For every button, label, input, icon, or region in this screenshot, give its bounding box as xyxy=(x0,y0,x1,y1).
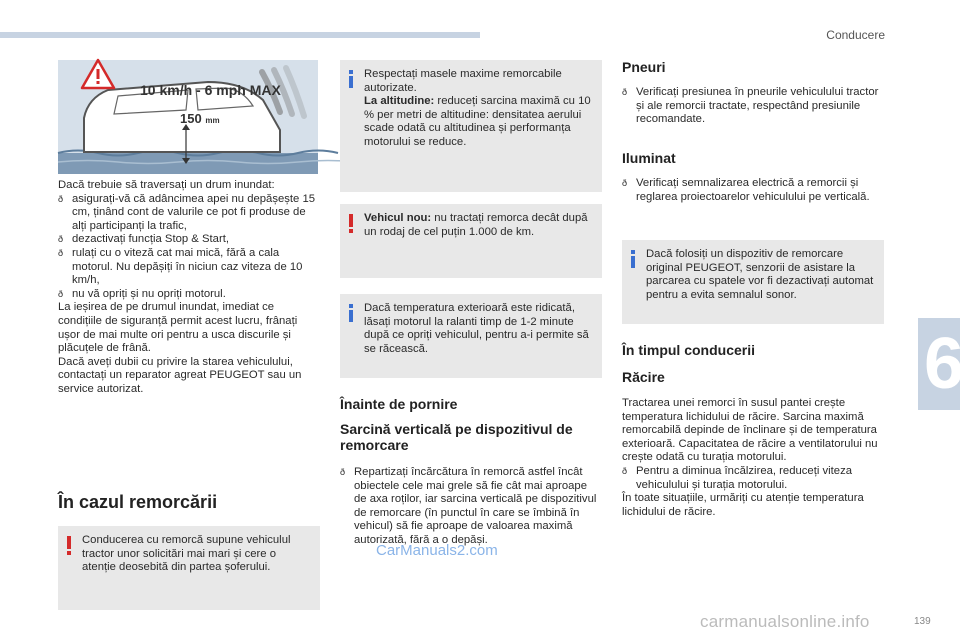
list-item: ð Verificați semnalizarea electrică a remorcii și reglarea proiectoarelor vehiculului pe verticală. xyxy=(622,177,884,204)
water-depth-label xyxy=(180,111,220,126)
list-item: ð nu vă opriți și nu opriți motorul. xyxy=(58,288,320,302)
new-vehicle-warning-box xyxy=(340,204,602,278)
cooling-heading: Răcire xyxy=(622,369,665,385)
watermark-site: carmanualsonline.info xyxy=(700,612,870,631)
new-vehicle-rest: nu tractați remorca decât după un rodaj de cel puțin 1.000 de km. xyxy=(364,212,588,238)
flood-after-paragraph: La ieșirea de pe drumul inundat, imediat ce condițiile de siguranță permit acest lucru, frânați ușor de mai multe ori pentru a usca discurile și plăcuțele de frână. xyxy=(58,301,298,355)
max-mass-info-box xyxy=(340,60,602,192)
list-item: ð rulați cu o viteză cat mai mică, fără a cala motorul. Nu depășiți în niciun caz viteza de 10 km/h, xyxy=(58,247,320,288)
cooling-final-paragraph: În toate situațiile, urmăriți cu atenție temperatura lichidului de răcire. xyxy=(622,492,864,518)
temperature-info-box xyxy=(340,294,602,378)
while-driving-heading: În timpul conducerii xyxy=(622,342,756,358)
towing-heading: În cazul remorcării xyxy=(58,492,218,512)
max-mass-info-text xyxy=(364,68,594,150)
flood-instructions xyxy=(58,179,320,397)
vertical-load-text xyxy=(340,466,602,548)
warning-icon xyxy=(67,536,71,555)
info-icon xyxy=(349,304,353,322)
header-bar xyxy=(0,32,480,38)
temperature-info-text: Dacă temperatura exterioară este ridicată, lăsați motorul la ralanti timp de 1-2 minute după ce opriți vehiculul, pentru a-i permite să se răcească. xyxy=(364,302,589,355)
watermark-logo: CarManuals2.com xyxy=(376,542,498,559)
speed-limit-label: 10 km/h - 6 mph MAX xyxy=(140,82,281,98)
chapter-number: 6 xyxy=(924,324,964,404)
before-start-heading: Înainte de pornire xyxy=(340,396,458,412)
tyres-heading: Pneuri xyxy=(622,59,666,75)
cooling-paragraph: Tractarea unei remorci în susul pantei crește temperatura lichidului de răcire. Sarcina maximă remorcabilă depinde de înclinare și de temperatura exterioară. Capacitatea de răcire a ventilatorului nu crește odată cu turația motorului. xyxy=(622,397,878,464)
parking-sensor-info-box xyxy=(622,240,884,324)
altitude-label: La altitudine: xyxy=(364,95,435,108)
flood-intro: Dacă trebuie să traversați un drum inundat: xyxy=(58,179,275,191)
vertical-load-heading: Sarcină verticală pe dispozitivul de remorcare xyxy=(340,421,573,453)
cooling-text xyxy=(622,397,884,519)
warning-icon xyxy=(349,214,353,233)
towing-warning-text: Conducerea cu remorcă supune vehiculul tractor unor solicitări mai mari și cere o atenție deosebită din partea șoferului. xyxy=(82,534,291,574)
towing-warning-box xyxy=(58,526,320,610)
list-item: ð dezactivați funcția Stop & Start, xyxy=(58,233,320,247)
list-item: ð Pentru a diminua încălzirea, reduceți viteza vehiculului și turația motorului. xyxy=(622,465,884,492)
list-item: ð Repartizați încărcătura în remorcă astfel încât obiectele cele mai grele să fie cât mai aproape de axa roților, iar sarcina verticală pe dispozitivul de remorcare (în punctul în care se îmbină în vehicul) să fie aproape de valoarea maximă autorizată, fără a o depăși. xyxy=(340,466,602,548)
flood-doubt-paragraph: Dacă aveți dubii cu privire la starea vehiculului, contactați un reparator agreat PEUGEOT sau un service autorizat. xyxy=(58,355,302,395)
flood-bullet-list xyxy=(58,193,320,302)
altitude-text: reduceți sarcina maximă cu 10 % per metri de altitudine: densitatea aerului scade odată cu altitudinea și performanța motorului se reduce. xyxy=(364,95,591,148)
chapter-tab xyxy=(918,318,964,410)
section-title: Conducere xyxy=(826,28,885,42)
tyres-text xyxy=(622,86,884,127)
new-vehicle-warning-text xyxy=(364,212,594,239)
new-vehicle-label: Vehicul nou: xyxy=(364,212,432,224)
flood-illustration xyxy=(58,60,318,174)
lighting-text xyxy=(622,177,884,204)
depth-value: 150 xyxy=(180,111,202,126)
depth-unit: mm xyxy=(205,116,220,125)
info-icon xyxy=(349,70,353,88)
info-icon xyxy=(631,250,635,268)
max-mass-line: Respectați masele maxime remorcabile autorizate. xyxy=(364,68,562,94)
list-item: ð Verificați presiunea în pneurile vehiculului tractor și ale remorcii tractate, respectând presiunile recomandate. xyxy=(622,86,884,127)
lighting-heading: Iluminat xyxy=(622,150,676,166)
parking-sensor-info-text: Dacă folosiți un dispozitiv de remorcare original PEUGEOT, senzorii de asistare la parcarea cu spatele vor fi dezactivați automat pentru a evita semnalul sonor. xyxy=(646,248,874,301)
page-number: 139 xyxy=(914,616,931,627)
list-item: ð asigurați-vă că adâncimea apei nu depășește 15 cm, ținând cont de valurile ce pot fi produse de alți participanți la trafic, xyxy=(58,193,320,234)
